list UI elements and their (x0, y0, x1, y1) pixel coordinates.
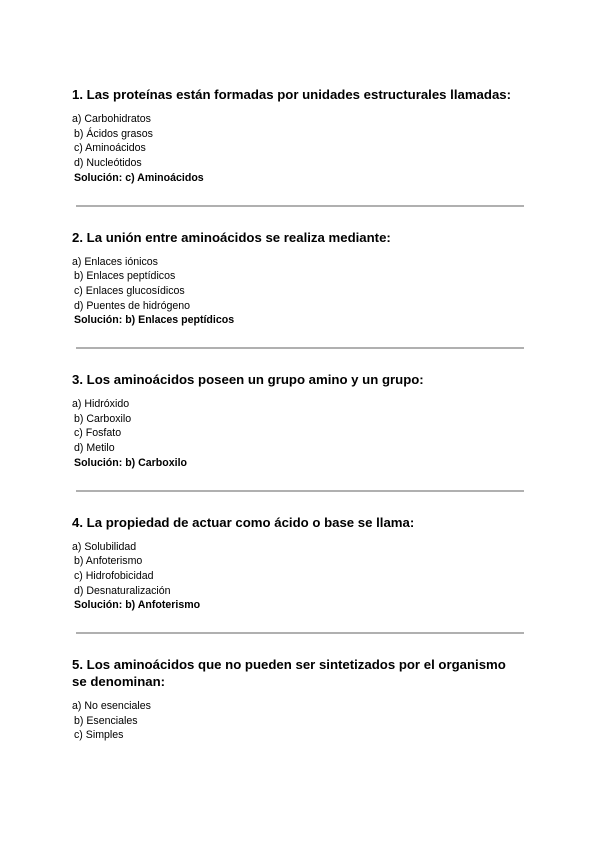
solution-text: Solución: b) Anfoterismo (74, 599, 201, 612)
option-c: c) Aminoácidos (74, 142, 146, 155)
option-a: a) Solubilidad (72, 540, 137, 553)
question-4 (72, 514, 524, 614)
option-d: d) Nucleótidos (74, 157, 142, 170)
question-3 (72, 371, 524, 471)
options-list (72, 699, 524, 743)
options-list (72, 397, 524, 471)
option-b: b) Anfoterismo (74, 555, 143, 568)
divider (76, 347, 524, 349)
divider (76, 632, 524, 634)
option-c: c) Simples (74, 729, 124, 742)
option-c: c) Fosfato (74, 427, 122, 440)
option-c: c) Enlaces glucosídicos (74, 284, 185, 297)
options-list (72, 540, 524, 614)
option-b: b) Esenciales (74, 714, 138, 727)
question-2 (72, 229, 524, 329)
options-list (72, 112, 524, 186)
option-d: d) Metilo (74, 442, 115, 455)
question-title: 5. Los aminoácidos que no pueden ser sintetizados por el organismo se denominan: (72, 657, 506, 690)
solution-text: Solución: c) Aminoácidos (74, 171, 204, 184)
option-d: d) Puentes de hidrógeno (74, 299, 191, 312)
document-page (72, 86, 524, 743)
divider (76, 490, 524, 492)
option-c: c) Hidrofobicidad (74, 569, 154, 582)
option-a: a) Carbohidratos (72, 113, 151, 125)
question-title: 1. Las proteínas están formadas por unidades estructurales llamadas: (72, 87, 511, 102)
question-title: 2. La unión entre aminoácidos se realiza mediante: (72, 229, 391, 245)
option-b: b) Carboxilo (74, 412, 132, 425)
option-a: a) No esenciales (72, 700, 151, 713)
option-b: b) Ácidos grasos (74, 127, 153, 140)
option-d: d) Desnaturalización (74, 584, 171, 597)
question-5 (72, 656, 524, 743)
options-list (72, 255, 524, 329)
divider (76, 205, 524, 207)
option-b: b) Enlaces peptídicos (74, 270, 176, 283)
option-a: a) Hidróxido (72, 398, 130, 411)
question-title: 4. La propiedad de actuar como ácido o base se llama: (72, 514, 415, 530)
solution-text: Solución: b) Carboxilo (74, 456, 187, 469)
option-a: a) Enlaces iónicos (72, 255, 158, 268)
question-title: 3. Los aminoácidos poseen un grupo amino y un grupo: (72, 372, 424, 388)
question-1 (72, 86, 524, 186)
solution-text: Solución: b) Enlaces peptídicos (74, 314, 235, 327)
